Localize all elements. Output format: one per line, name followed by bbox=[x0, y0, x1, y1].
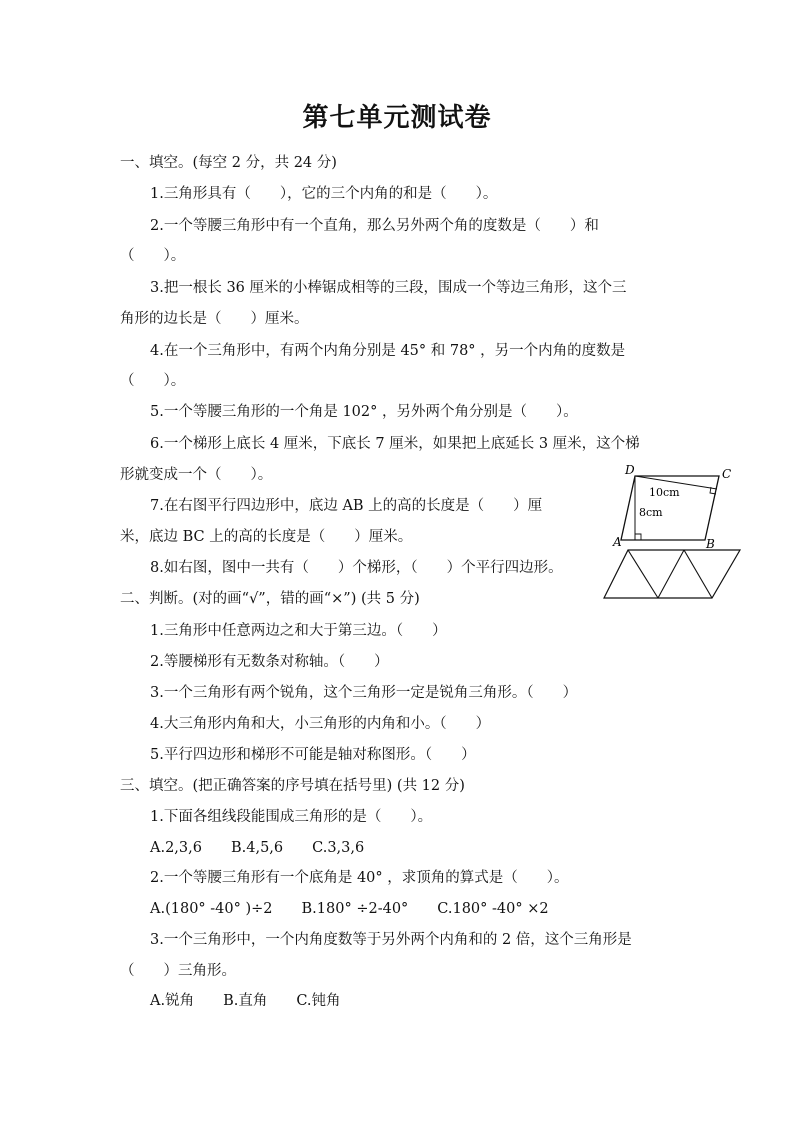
s1-question-7: 7.在右图平行四边形中，底边 AB 上的高的长度是（ ）厘 bbox=[150, 498, 543, 514]
s3-question-2: 2.一个等腰三角形有一个底角是 40° ，求顶角的算式是（ ）。 bbox=[150, 870, 569, 886]
vertex-c-label: C bbox=[722, 467, 732, 481]
s1-question-4-cont: （ ）。 bbox=[120, 373, 186, 389]
s1-question-5: 5.一个等腰三角形的一个角是 102° ，另外两个角分别是（ ）。 bbox=[150, 404, 578, 420]
s1-question-6-cont: 形就变成一个（ ）。 bbox=[120, 467, 273, 483]
s1-question-6: 6.一个梯形上底长 4 厘米，下底长 7 厘米，如果把上底延长 3 厘米，这个梯 bbox=[150, 436, 640, 452]
s1-question-3: 3.把一根长 36 厘米的小棒锯成相等的三段，围成一个等边三角形，这个三 bbox=[150, 280, 627, 296]
s1-question-3-cont: 角形的边长是（ ）厘米。 bbox=[120, 311, 309, 327]
s3-question-3-options: A.锐角 B.直角 C.钝角 bbox=[150, 993, 341, 1009]
s2-question-2: 2.等腰梯形有无数条对称轴。（ ） bbox=[150, 654, 389, 670]
vertex-a-label: A bbox=[613, 535, 622, 549]
s1-question-8: 8.如右图，图中一共有（ ）个梯形，（ ）个平行四边形。 bbox=[150, 560, 563, 576]
s1-question-2-cont: （ ）。 bbox=[120, 248, 186, 264]
section-2-heading: 二、判断。(对的画“√”，错的画“×”) (共 5 分) bbox=[120, 591, 420, 607]
s2-question-4: 4.大三角形内角和大，小三角形的内角和小。（ ） bbox=[150, 716, 491, 732]
parallelogram-figure bbox=[605, 460, 745, 550]
triangles-figure bbox=[600, 548, 745, 600]
section-1-heading: 一、填空。(每空 2 分，共 24 分) bbox=[120, 155, 337, 171]
measure-8cm: 8cm bbox=[639, 506, 663, 519]
s1-question-4: 4.在一个三角形中，有两个内角分别是 45° 和 78° ，另一个内角的度数是 bbox=[150, 343, 626, 359]
s3-question-3: 3.一个三角形中，一个内角度数等于另外两个内角和的 2 倍，这个三角形是 bbox=[150, 932, 632, 948]
page-title: 第七单元测试卷 bbox=[302, 103, 492, 133]
s2-question-3: 3.一个三角形有两个锐角，这个三角形一定是锐角三角形。（ ） bbox=[150, 685, 578, 701]
s1-question-7-cont: 米，底边 BC 上的高的长度是（ ）厘米。 bbox=[120, 529, 413, 545]
s3-question-3-cont: （ ）三角形。 bbox=[120, 963, 236, 979]
s2-question-1: 1.三角形中任意两边之和大于第三边。（ ） bbox=[150, 623, 447, 639]
vertex-d-label: D bbox=[625, 463, 635, 477]
vertex-b-label: B bbox=[706, 537, 715, 550]
section-3-heading: 三、填空。(把正确答案的序号填在括号里) (共 12 分) bbox=[120, 778, 465, 794]
measure-10cm: 10cm bbox=[649, 486, 680, 499]
s3-question-1-options: A.2,3,6 B.4,5,6 C.3,3,6 bbox=[150, 840, 365, 856]
s3-question-2-options: A.(180° -40° )÷2 B.180° ÷2-40° C.180° -40° ×2 bbox=[150, 901, 549, 917]
s3-question-1: 1.下面各组线段能围成三角形的是（ ）。 bbox=[150, 809, 433, 825]
s1-question-1: 1.三角形具有（ ），它的三个内角的和是（ ）。 bbox=[150, 186, 498, 202]
s2-question-5: 5.平行四边形和梯形不可能是轴对称图形。（ ） bbox=[150, 747, 476, 763]
s1-question-2: 2.一个等腰三角形中有一个直角，那么另外两个角的度数是（ ）和 bbox=[150, 218, 599, 234]
